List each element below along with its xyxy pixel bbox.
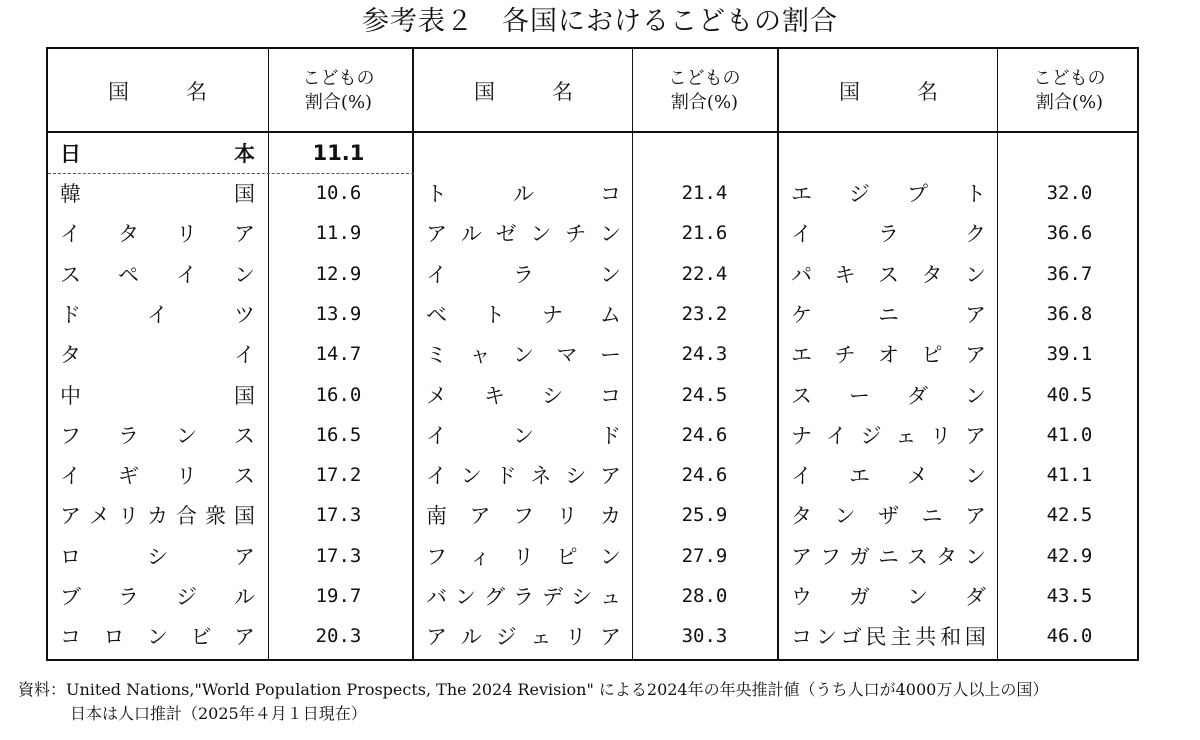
name-char: 国: [474, 79, 495, 104]
country-name: [791, 294, 986, 334]
country-name: [791, 455, 986, 495]
name-char: メ: [89, 504, 110, 529]
country-value: 41.1: [1046, 464, 1093, 487]
name-char: カ: [147, 504, 168, 529]
name-char: メ: [907, 464, 928, 489]
country-value: 36.8: [1046, 302, 1093, 325]
name-char: ス: [234, 464, 255, 489]
name-char: コ: [791, 625, 812, 650]
name-char: ン: [513, 423, 534, 448]
name-char: 国: [839, 79, 860, 104]
name-char: ラ: [513, 262, 534, 287]
name-char: ン: [600, 544, 621, 569]
name-char: ン: [234, 262, 255, 287]
country-name: [791, 213, 986, 253]
name-char: ペ: [118, 262, 139, 287]
name-char: ト: [426, 182, 447, 206]
name-char: グ: [484, 585, 505, 609]
name-char: ェ: [895, 423, 917, 448]
country-name: [60, 375, 255, 415]
name-char: 韓: [60, 182, 81, 206]
name-char: ア: [234, 222, 255, 247]
name-char: ロ: [60, 544, 81, 569]
header-country-name: [108, 49, 207, 132]
name-char: イ: [60, 222, 81, 247]
name-char: ン: [599, 222, 621, 247]
country-name: [426, 536, 621, 576]
name-char: ア: [599, 464, 621, 489]
name-char: ス: [791, 383, 812, 408]
country-value: 22.4: [681, 262, 728, 285]
name-char: ー: [600, 343, 621, 368]
name-char: ジ: [860, 423, 882, 448]
name-char: パ: [791, 262, 812, 287]
name-char: 国: [108, 79, 129, 104]
name-char: エ: [849, 464, 870, 489]
name-char: ン: [965, 544, 986, 569]
name-char: ラ: [878, 222, 899, 247]
name-char: 共: [915, 625, 937, 650]
header-pct-line2: 割合(%): [304, 91, 373, 113]
country-value: 32.0: [1046, 182, 1093, 204]
name-char: ビ: [190, 625, 212, 650]
name-char: ス: [60, 262, 81, 287]
name-char: リ: [930, 423, 952, 448]
name-char: ア: [426, 222, 447, 247]
country-name: [426, 415, 621, 455]
country-name: [791, 616, 986, 656]
country-value: 16.0: [315, 383, 362, 406]
name-char: イ: [791, 222, 812, 247]
name-char: プ: [907, 182, 928, 206]
name-char: ゼ: [495, 222, 517, 247]
name-char: エ: [791, 343, 812, 368]
name-char: ア: [599, 625, 621, 650]
country-name: [426, 495, 621, 535]
name-char: ン: [834, 504, 856, 529]
name-char: ガ: [849, 544, 870, 569]
name-char: ェ: [530, 625, 552, 650]
country-name: [426, 334, 621, 374]
country-name: [791, 536, 986, 576]
name-char: 名: [917, 79, 938, 104]
name-char: ピ: [921, 343, 943, 368]
name-char: ン: [965, 464, 986, 489]
name-char: イ: [60, 464, 81, 489]
name-char: フ: [60, 423, 81, 448]
reference-note: 日本は人口推計（2025年４月１日現在）: [70, 704, 367, 723]
country-value: 46.0: [1046, 625, 1093, 648]
name-char: ア: [791, 544, 812, 569]
name-char: リ: [513, 544, 534, 569]
name-char: リ: [176, 222, 197, 247]
name-char: 国: [964, 625, 986, 650]
country-value: 24.6: [681, 423, 728, 446]
name-char: ニ: [921, 504, 943, 529]
country-name: [426, 294, 621, 334]
country-value: 25.9: [681, 504, 728, 527]
name-char: ン: [815, 625, 837, 650]
name-char: ド: [495, 464, 517, 489]
name-char: 名: [552, 79, 573, 104]
name-char: バ: [426, 585, 447, 609]
country-value: 12.9: [315, 262, 362, 285]
name-char: イ: [176, 262, 197, 287]
country-name: [60, 213, 255, 253]
country-name: [60, 334, 255, 374]
header-pct-line1: こどもの: [668, 67, 741, 89]
name-char: キ: [834, 262, 856, 287]
name-char: ジ: [849, 182, 870, 206]
name-char: メ: [426, 383, 447, 408]
name-char: 本: [234, 142, 255, 166]
header-child-ratio: [633, 49, 776, 132]
header-pct-line1: こどもの: [302, 67, 375, 89]
country-name: [60, 616, 255, 656]
name-char: ン: [455, 585, 476, 609]
country-value: 21.4: [681, 182, 728, 204]
country-value: 10.6: [315, 182, 362, 204]
name-char: ン: [147, 625, 168, 650]
name-char: ル: [234, 585, 255, 609]
name-char: ラ: [118, 585, 139, 609]
name-char: リ: [118, 504, 139, 529]
name-char: ア: [234, 544, 255, 569]
name-char: ミ: [426, 343, 447, 368]
country-name: [791, 576, 986, 616]
country-name: [60, 173, 255, 213]
country-name: [60, 576, 255, 616]
name-char: ジ: [176, 585, 197, 609]
name-char: タ: [60, 343, 81, 368]
name-char: 民: [865, 625, 887, 650]
country-value: 27.9: [681, 544, 728, 567]
name-char: ギ: [118, 464, 139, 489]
country-value: 30.3: [681, 625, 728, 648]
name-char: ム: [600, 302, 621, 327]
country-name: [791, 334, 986, 374]
name-char: コ: [600, 383, 621, 408]
country-value: 14.7: [315, 343, 362, 366]
country-name: [791, 415, 986, 455]
name-char: ベ: [426, 302, 447, 327]
country-value: 36.6: [1046, 222, 1093, 245]
name-char: リ: [565, 625, 587, 650]
country-value: 13.9: [315, 302, 362, 325]
name-char: ド: [600, 423, 621, 448]
name-char: フ: [426, 544, 447, 569]
group-divider: [412, 49, 414, 659]
country-value: 20.3: [315, 625, 362, 648]
name-char: イ: [791, 464, 812, 489]
name-char: ア: [60, 504, 81, 529]
header-pct-line1: こどもの: [1033, 67, 1106, 89]
name-char: ン: [460, 464, 482, 489]
name-char: ダ: [965, 585, 986, 609]
name-char: イ: [825, 423, 847, 448]
country-name: [60, 536, 255, 576]
name-char: ア: [965, 504, 986, 529]
country-value: 17.3: [315, 504, 362, 527]
name-char: ラ: [118, 423, 139, 448]
name-char: イ: [147, 302, 168, 327]
name-char: ザ: [878, 504, 899, 529]
name-char: ア: [964, 423, 986, 448]
japan-name: [60, 133, 255, 173]
name-char: ン: [176, 423, 197, 448]
header-child-ratio: [267, 49, 410, 132]
source-note: 資料：United Nations,"World Population Prospects, The 2024 Revision" による2024年の年央推計値（うち人口が4000万人以上の国）: [18, 680, 1049, 699]
country-value: 28.0: [681, 585, 728, 607]
name-char: シ: [571, 585, 592, 609]
country-name: [60, 455, 255, 495]
name-char: ア: [234, 625, 255, 650]
name-char: ナ: [791, 423, 812, 448]
group-divider: [777, 49, 779, 659]
name-char: キ: [484, 383, 505, 408]
name-char: フ: [513, 504, 534, 529]
name-char: オ: [878, 343, 899, 368]
name-char: ア: [965, 343, 986, 368]
country-value: 24.5: [681, 383, 728, 406]
country-value: 42.5: [1046, 504, 1093, 527]
country-value: 41.0: [1046, 423, 1093, 446]
name-char: ャ: [469, 343, 491, 368]
name-char: リ: [556, 504, 578, 529]
country-table: [46, 47, 1139, 661]
name-char: ー: [849, 383, 870, 408]
country-name: [426, 576, 621, 616]
name-char: ガ: [849, 585, 870, 609]
name-char: ロ: [103, 625, 125, 650]
name-char: ン: [965, 262, 986, 287]
name-char: 中: [60, 383, 81, 408]
header-country-name: [474, 49, 573, 132]
name-char: 合: [176, 504, 197, 529]
country-value: 23.2: [681, 302, 728, 325]
name-char: イ: [426, 464, 447, 489]
country-name: [426, 254, 621, 294]
name-char: 国: [234, 182, 255, 206]
name-char: チ: [565, 222, 587, 247]
name-char: タ: [936, 544, 957, 569]
japan-value: 11.1: [312, 141, 365, 165]
name-char: マ: [556, 343, 578, 368]
header-child-ratio: [998, 49, 1141, 132]
name-char: ル: [460, 222, 482, 247]
name-char: ィ: [469, 544, 491, 569]
name-char: ピ: [556, 544, 578, 569]
name-char: デ: [542, 585, 563, 609]
country-name: [791, 254, 986, 294]
country-name: [426, 616, 621, 656]
name-char: カ: [600, 504, 621, 529]
name-char: ト: [484, 302, 505, 327]
name-char: チ: [834, 343, 856, 368]
country-value: 19.7: [315, 585, 362, 607]
name-char: ル: [513, 182, 534, 206]
name-char: ゴ: [840, 625, 862, 650]
country-name: [791, 375, 986, 415]
country-name: [60, 415, 255, 455]
country-value: 40.5: [1046, 383, 1093, 406]
name-char: シ: [147, 544, 168, 569]
country-value: 24.3: [681, 343, 728, 366]
name-char: シ: [565, 464, 587, 489]
name-char: ル: [460, 625, 482, 650]
name-char: ト: [965, 182, 986, 206]
country-value: 21.6: [681, 222, 728, 245]
country-name: [791, 173, 986, 213]
name-char: ラ: [513, 585, 534, 609]
name-char: ツ: [234, 302, 255, 327]
country-value: 24.6: [681, 464, 728, 487]
name-char: ス: [878, 262, 899, 287]
header-country-name: [839, 49, 938, 132]
country-name: [791, 495, 986, 535]
country-name: [60, 294, 255, 334]
name-char: ド: [60, 302, 81, 327]
name-char: 衆: [205, 504, 226, 529]
table-title: 参考表２ 各国におけるこどもの割合: [362, 6, 838, 37]
name-char: エ: [791, 182, 812, 206]
name-char: 国: [234, 504, 255, 529]
country-value: 43.5: [1046, 585, 1093, 607]
name-char: イ: [426, 262, 447, 287]
country-value: 39.1: [1046, 343, 1093, 366]
name-char: ス: [234, 423, 255, 448]
country-value: 16.5: [315, 423, 362, 446]
name-char: イ: [426, 423, 447, 448]
name-char: タ: [791, 504, 812, 529]
country-name: [426, 375, 621, 415]
country-name: [60, 495, 255, 535]
country-value: 17.2: [315, 464, 362, 487]
name-char: ブ: [60, 585, 81, 609]
name-char: ン: [513, 343, 534, 368]
name-char: イ: [234, 343, 255, 368]
name-char: ス: [907, 544, 928, 569]
country-value: 17.3: [315, 544, 362, 567]
name-char: 日: [60, 142, 81, 166]
name-char: 主: [890, 625, 912, 650]
name-char: タ: [118, 222, 139, 247]
country-value: 42.9: [1046, 544, 1093, 567]
country-name: [426, 173, 621, 213]
country-name: [426, 455, 621, 495]
name-char: ケ: [791, 302, 812, 327]
name-char: ネ: [530, 464, 552, 489]
name-char: ア: [426, 625, 447, 650]
country-name: [60, 254, 255, 294]
name-char: ュ: [600, 585, 621, 609]
name-char: 和: [940, 625, 962, 650]
country-value: 36.7: [1046, 262, 1093, 285]
country-name: [426, 213, 621, 253]
name-char: リ: [176, 464, 197, 489]
name-char: タ: [921, 262, 943, 287]
name-char: シ: [542, 383, 563, 408]
name-char: ン: [907, 585, 928, 609]
country-value: 11.9: [315, 222, 362, 245]
name-char: ウ: [791, 585, 812, 609]
name-char: ン: [965, 383, 986, 408]
name-char: フ: [820, 544, 841, 569]
name-char: 国: [234, 383, 255, 408]
name-char: コ: [600, 182, 621, 206]
name-char: ア: [965, 302, 986, 327]
name-char: ク: [965, 222, 986, 247]
header-pct-line2: 割合(%): [670, 91, 739, 113]
name-char: ン: [530, 222, 552, 247]
name-char: 名: [186, 79, 207, 104]
name-char: 南: [426, 504, 447, 529]
name-char: ニ: [878, 302, 899, 327]
name-char: コ: [60, 625, 81, 650]
name-char: ナ: [542, 302, 563, 327]
name-char: ニ: [878, 544, 899, 569]
name-char: ジ: [495, 625, 517, 650]
name-char: ダ: [907, 383, 928, 408]
header-pct-line2: 割合(%): [1035, 91, 1104, 113]
name-char: ア: [469, 504, 491, 529]
name-char: ン: [600, 262, 621, 287]
